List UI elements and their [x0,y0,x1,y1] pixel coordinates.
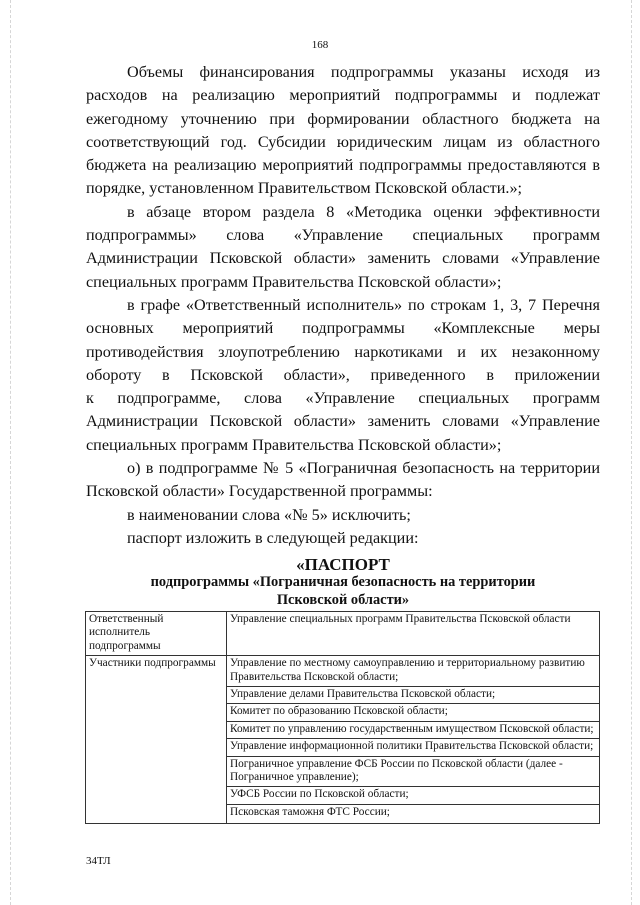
paragraph-line: специальных программ Правительства Псковской области»; [86,435,502,454]
paragraph-line: к подпрограмме, слова «Управление специальных программ [86,389,600,408]
paragraph-line: о) в подпрограмме № 5 «Пограничная безопасность на территории [127,459,600,478]
paragraph-line: соответствующий год. Субсидии юридическим лицам из областного [86,132,600,151]
participant-entry: Комитет по управлению государственным имуществом Псковской области; [227,722,599,739]
participant-entry: Управление по местному самоуправлению и территориальному развитию Правительства Псковской области; [227,657,599,687]
paragraph-line: бюджета на реализацию мероприятий подпрограммы предоставляются в [86,156,600,175]
row-value [227,656,600,824]
table-row [86,612,600,656]
table-row [86,656,600,824]
paragraph-line: в абзаце втором раздела 8 «Методика оценки эффективности [127,202,600,221]
passport-heading [86,555,600,609]
participant-entry: Пограничное управление ФСБ России по Псковской области (далее - Пограничное управление); [227,757,599,788]
participant-entry: Управление делами Правительства Псковской области; [227,687,599,704]
paragraph-line: обороту в Псковской области», приведенного в приложении [86,365,600,384]
paragraph-line: подпрограммы» слова «Управление специальных программ [86,226,600,245]
row-label: Ответственный исполнитель подпрограммы [86,612,227,656]
paragraph-line: порядке, установленном Правительством Псковской области.»; [86,179,523,198]
paragraph-line: расходов на реализацию мероприятий подпрограммы и подлежат [86,86,600,105]
paragraph-line: основных мероприятий подпрограммы «Комплексные меры [86,319,600,338]
row-label: Участники подпрограммы [86,656,227,824]
participant-entry: Управление специальных программ Правительства Псковской области [230,613,571,625]
paragraph-line: в наименовании слова «№ 5» исключить; [127,505,411,524]
footer-code: 34ТЛ [86,855,111,867]
page-number: 168 [311,39,329,51]
passport-subtitle-line: подпрограммы «Пограничная безопасность на территории [150,574,536,590]
scan-edge-right [631,0,632,905]
row-value [227,612,600,656]
paragraph-line: в графе «Ответственный исполнитель» по строкам 1, 3, 7 Перечня [127,295,600,314]
participant-entry: Комитет по образованию Псковской области; [227,704,599,721]
paragraph-line: противодействия злоупотреблению наркотиками и их незаконному [86,342,600,361]
paragraph-line: специальных программ Правительства Псковской области»; [86,272,502,291]
paragraph-line: Объемы финансирования подпрограммы указаны исходя из [127,63,600,81]
paragraph-line: паспорт изложить в следующей редакции: [127,528,419,547]
body-text [86,61,600,550]
participant-entry: Управление информационной политики Правительства Псковской области; [227,739,599,756]
participant-entry: УФСБ России по Псковской области; [227,787,599,804]
paragraph-line: Псковской области» Государственной программы: [86,482,433,501]
passport-table [85,611,600,824]
passport-title: «ПАСПОРТ [296,555,390,574]
paragraph-line: Администрации Псковской области» заменить словами «Управление [86,249,600,268]
paragraph-line: Администрации Псковской области» заменить словами «Управление [86,412,600,431]
scan-edge-left [10,0,11,905]
paragraph-line: ежегодному уточнению при формировании областного бюджета на [86,109,600,128]
participant-entry: Псковская таможня ФТС России; [230,805,390,818]
passport-subtitle-line: Псковской области» [276,591,410,608]
